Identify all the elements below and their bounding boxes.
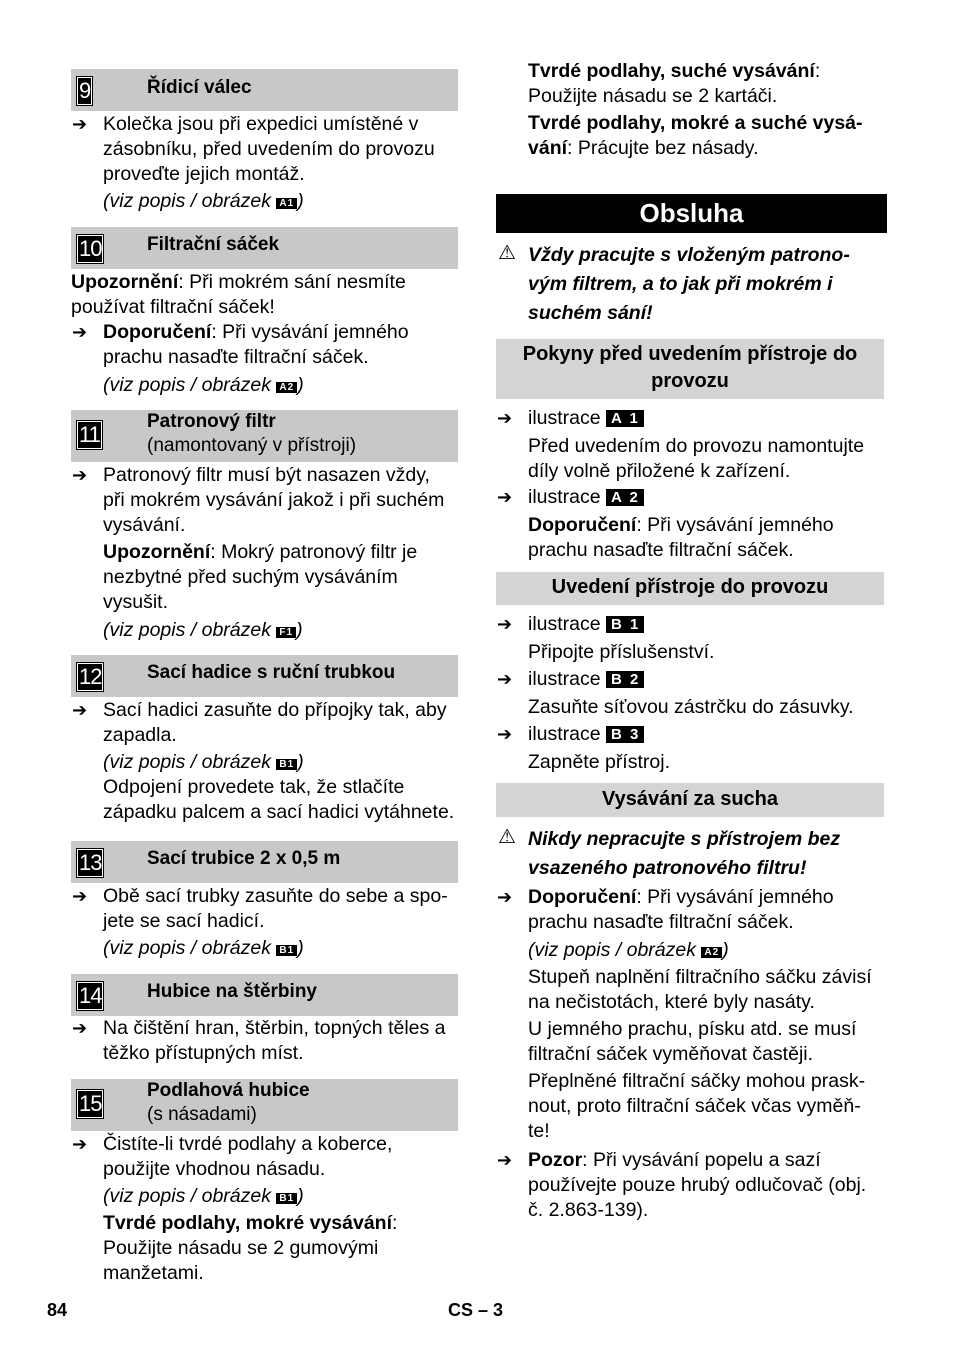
bullet-text: Sací hadici zasuňte do přípojky tak, aby bbox=[103, 699, 447, 721]
paragraph-line: Odpojení provedete tak, že stlačíte bbox=[103, 776, 405, 798]
illustration-badge: B 3 bbox=[606, 726, 644, 743]
note: Upozornění: Mokrý patronový filtr je bbox=[103, 541, 418, 563]
bullet-text: Čistíte-li tvrdé podlahy a koberce, bbox=[103, 1133, 393, 1155]
warning-text: Nikdy nepracujte s přístrojem bez bbox=[528, 828, 841, 850]
paragraph-line: Použijte násadu se 2 kartáči. bbox=[528, 85, 778, 107]
paragraph-line: nout, proto filtrační sáček včas vyměň- bbox=[528, 1095, 861, 1117]
bullet-text: použijte vhodnou násadu. bbox=[103, 1158, 326, 1180]
recommendation-line: prachu nasaďte filtrační sáček. bbox=[528, 911, 794, 933]
figure-badge: B1 bbox=[276, 1193, 297, 1204]
figure-badge: A2 bbox=[276, 382, 297, 393]
step-text: díly volně přiložené k zařízení. bbox=[528, 460, 791, 482]
section-subtitle: (namontovaný v přístroji) bbox=[147, 435, 357, 456]
caution-note: Pozor: Při vysávání popelu a sazí bbox=[528, 1149, 821, 1171]
arrow-right-icon: ➔ bbox=[497, 669, 513, 689]
note-line: vysušit. bbox=[103, 591, 169, 613]
step-text: Zapněte přístroj. bbox=[528, 751, 670, 773]
page-title: Obsluha bbox=[496, 194, 887, 233]
section-number: 15 bbox=[79, 1091, 102, 1116]
bullet-text: Na čištění hran, štěrbin, topných těles a bbox=[103, 1017, 446, 1039]
arrow-right-icon: ➔ bbox=[497, 614, 513, 634]
step-text: prachu nasaďte filtrační sáček. bbox=[528, 539, 794, 561]
figure-reference: (viz popis / obrázek A1 ) bbox=[103, 190, 304, 212]
section-number: 12 bbox=[79, 664, 102, 689]
section-14-header bbox=[71, 974, 458, 1016]
arrow-right-icon: ➔ bbox=[72, 886, 88, 906]
figure-reference: (viz popis / obrázek A2 ) bbox=[528, 939, 729, 961]
section-12-header bbox=[71, 655, 458, 697]
section-number: 10 bbox=[79, 236, 102, 261]
step-text: Připojte příslušenství. bbox=[528, 641, 715, 663]
section-15-header bbox=[71, 1079, 458, 1131]
section-number: 11 bbox=[79, 422, 100, 447]
warning-text: vsazeného patronového filtru! bbox=[528, 857, 807, 879]
caution-line: používejte pouze hrubý odlučovač (obj. bbox=[528, 1174, 867, 1196]
section-title: Sací hadice s ruční trubkou bbox=[147, 662, 396, 683]
section-13-header bbox=[71, 841, 458, 883]
bullet-text: Patronový filtr musí být nasazen vždy, bbox=[103, 464, 430, 486]
paragraph-line: filtrační sáček vyměňovat častěji. bbox=[528, 1043, 814, 1065]
paragraph-line: U jemného prachu, písku atd. se musí bbox=[528, 1018, 857, 1040]
recommendation: Doporučení: Při vysávání jemného bbox=[103, 321, 409, 343]
section-number: 14 bbox=[79, 983, 102, 1008]
bullet-text: zásobníku, před uvedením do provozu bbox=[103, 138, 435, 160]
section-title: Řídicí válec bbox=[147, 77, 252, 98]
figure-badge: B1 bbox=[276, 759, 297, 770]
illustration-badge: A 1 bbox=[606, 410, 644, 427]
paragraph-line: na nečistotách, které byly nasáty. bbox=[528, 991, 815, 1013]
illustration-badge: B 2 bbox=[606, 671, 644, 688]
section-title: Patronový filtr bbox=[147, 411, 276, 432]
bullet-text: proveďte jejich montáž. bbox=[103, 163, 305, 185]
step-text: Zasuňte síťovou zástrčku do zásuvky. bbox=[528, 696, 854, 718]
warning-icon: ⚠ bbox=[498, 242, 516, 264]
note-line: nezbytné před suchým vysáváním bbox=[103, 566, 398, 588]
figure-reference: (viz popis / obrázek B1 ) bbox=[103, 751, 304, 773]
page-number: 84 bbox=[47, 1300, 68, 1320]
caution-line: č. 2.863-139). bbox=[528, 1199, 649, 1221]
bullet-text: vysávání. bbox=[103, 514, 186, 536]
section-subtitle: (s násadami) bbox=[147, 1104, 257, 1125]
step-text: Před uvedením do provozu namontujte bbox=[528, 435, 865, 457]
figure-reference: (viz popis / obrázek A2 ) bbox=[103, 374, 304, 396]
paragraph-line: te! bbox=[528, 1120, 550, 1142]
illustration-badge: A 2 bbox=[606, 489, 644, 506]
warning-text: suchém sání! bbox=[528, 302, 653, 324]
warning-text: Vždy pracujte s vloženým patrono- bbox=[528, 244, 850, 266]
figure-reference: (viz popis / obrázek F1 ) bbox=[103, 619, 303, 641]
recommendation: Doporučení: Při vysávání jemného bbox=[528, 886, 834, 908]
illustration-ref: ilustrace A 1 bbox=[528, 406, 888, 431]
figure-badge: A1 bbox=[276, 198, 297, 209]
recommendation-line: prachu nasaďte filtrační sáček. bbox=[103, 346, 369, 368]
wet-dry-floor-note: Tvrdé podlahy, mokré a suché vysá- bbox=[528, 112, 863, 134]
note: Upozornění: Při mokrém sání nesmíte bbox=[71, 271, 406, 293]
arrow-right-icon: ➔ bbox=[497, 487, 513, 507]
warning-icon: ⚠ bbox=[498, 826, 516, 848]
section-heading-dry-vacuuming: Vysávání za sucha bbox=[496, 783, 884, 817]
figure-badge: A2 bbox=[701, 947, 722, 958]
section-title: Hubice na štěrbiny bbox=[147, 981, 317, 1002]
bullet-text: Obě sací trubky zasuňte do sebe a spo- bbox=[103, 885, 448, 907]
bullet-text: jete se sací hadicí. bbox=[103, 910, 265, 932]
section-number: 13 bbox=[79, 850, 102, 875]
dry-floor-note: Tvrdé podlahy, suché vysávání: bbox=[528, 60, 821, 82]
section-heading-pre-start: Pokyny před uvedením přístroje do provozu bbox=[496, 339, 884, 399]
arrow-right-icon: ➔ bbox=[72, 1018, 88, 1038]
paragraph-line: manžetami. bbox=[103, 1262, 204, 1284]
section-11-header bbox=[71, 410, 458, 462]
paragraph-line: západku palcem a sací hadici vytáhnete. bbox=[103, 801, 455, 823]
section-10-body bbox=[71, 270, 461, 396]
illustration-ref: ilustrace B 2 bbox=[528, 667, 888, 692]
bullet-text: při mokrém vysávání jakož i při suchém bbox=[103, 489, 445, 511]
language-page-code: CS – 3 bbox=[448, 1300, 504, 1320]
floor-nozzle-continued: Tvrdé podlahy, suché vysávání: Použijte násadu se 2 kartáči. Tvrdé podlahy, mokré a suché vysá- vání: Prácujte bez násady. bbox=[528, 59, 888, 161]
arrow-right-icon: ➔ bbox=[72, 1134, 88, 1154]
wet-floor-note: Tvrdé podlahy, mokré vysávání: bbox=[103, 1212, 398, 1234]
bullet-text: těžko přístupných míst. bbox=[103, 1042, 304, 1064]
arrow-right-icon: ➔ bbox=[497, 408, 513, 428]
figure-reference: (viz popis / obrázek B1 ) bbox=[103, 1185, 304, 1207]
arrow-right-icon: ➔ bbox=[497, 887, 513, 907]
recommendation: Doporučení: Při vysávání jemného bbox=[528, 514, 834, 536]
arrow-right-icon: ➔ bbox=[72, 114, 88, 134]
section-title: Filtrační sáček bbox=[147, 234, 280, 255]
note-line: používat filtrační sáček! bbox=[71, 296, 275, 318]
paragraph-line: Použijte násadu se 2 gumovými bbox=[103, 1237, 379, 1259]
warning-text: vým filtrem, a to jak při mokrém i bbox=[528, 273, 833, 295]
section-number: 9 bbox=[79, 78, 91, 103]
arrow-right-icon: ➔ bbox=[72, 322, 88, 342]
bullet-text: Kolečka jsou při expedici umístěné v bbox=[103, 113, 419, 135]
arrow-right-icon: ➔ bbox=[72, 700, 88, 720]
section-10-header bbox=[71, 227, 458, 269]
figure-badge: B1 bbox=[276, 945, 297, 956]
figure-reference: (viz popis / obrázek B1 ) bbox=[103, 937, 304, 959]
illustration-badge: B 1 bbox=[606, 616, 644, 633]
section-title: Sací trubice 2 x 0,5 m bbox=[147, 848, 341, 869]
paragraph-line: Stupeň naplnění filtračního sáčku závisí bbox=[528, 966, 872, 988]
bullet-text: zapadla. bbox=[103, 724, 177, 746]
paragraph-line: Přeplněné filtrační sáčky mohou prask- bbox=[528, 1070, 866, 1092]
illustration-ref: ilustrace A 2 bbox=[528, 485, 888, 510]
figure-badge: F1 bbox=[276, 627, 296, 638]
illustration-ref: ilustrace B 3 bbox=[528, 722, 888, 747]
section-9-header bbox=[71, 69, 458, 111]
arrow-right-icon: ➔ bbox=[72, 465, 88, 485]
section-heading-start: Uvedení přístroje do provozu bbox=[496, 572, 884, 605]
arrow-right-icon: ➔ bbox=[497, 724, 513, 744]
arrow-right-icon: ➔ bbox=[497, 1150, 513, 1170]
section-title: Podlahová hubice bbox=[147, 1080, 310, 1101]
illustration-ref: ilustrace B 1 bbox=[528, 612, 888, 637]
